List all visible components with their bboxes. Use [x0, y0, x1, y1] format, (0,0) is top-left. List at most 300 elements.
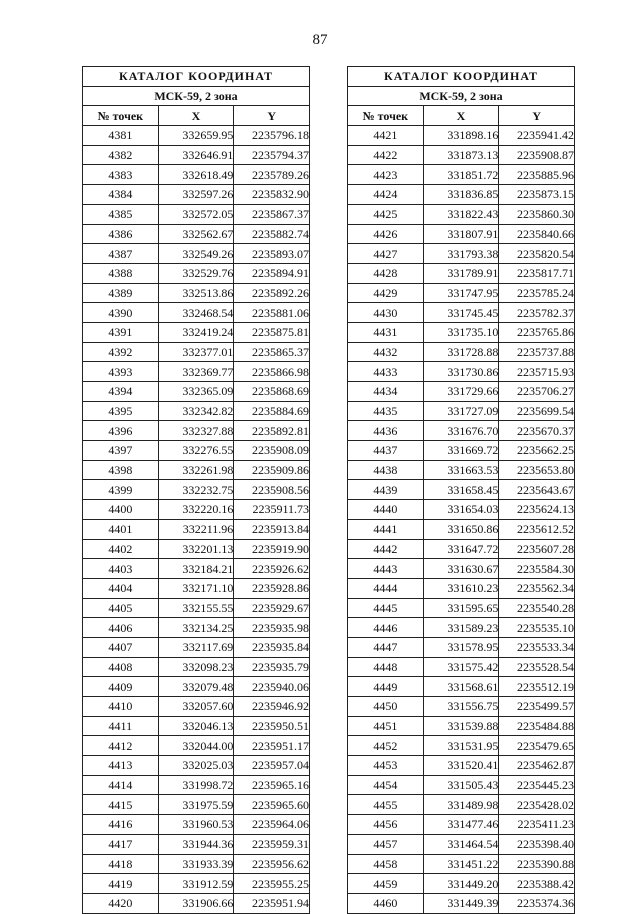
- x-coordinate-cell: 331727.09: [423, 401, 499, 421]
- y-coordinate-cell: 2235484.88: [499, 716, 575, 736]
- point-number-cell: 4425: [348, 204, 424, 224]
- x-coordinate-cell: 331658.45: [423, 480, 499, 500]
- point-number-cell: 4417: [83, 834, 159, 854]
- x-coordinate-cell: 332419.24: [158, 322, 234, 342]
- x-coordinate-cell: 331630.67: [423, 559, 499, 579]
- x-coordinate-cell: 331912.59: [158, 874, 234, 894]
- table-row: [83, 677, 310, 697]
- point-number-cell: 4390: [83, 303, 159, 323]
- table-row: [348, 283, 575, 303]
- table-row: [348, 500, 575, 520]
- point-number-cell: 4450: [348, 697, 424, 717]
- table-row: [348, 441, 575, 461]
- y-coordinate-cell: 2235789.26: [234, 165, 310, 185]
- x-coordinate-cell: 331531.95: [423, 736, 499, 756]
- point-number-cell: 4407: [83, 637, 159, 657]
- table-row: [83, 342, 310, 362]
- y-coordinate-cell: 2235881.06: [234, 303, 310, 323]
- table-row: [348, 244, 575, 264]
- y-coordinate-cell: 2235964.06: [234, 815, 310, 835]
- catalog-zone: МСК-59, 2 зона: [83, 86, 310, 106]
- x-coordinate-cell: 331975.59: [158, 795, 234, 815]
- x-coordinate-cell: 331575.42: [423, 657, 499, 677]
- y-coordinate-cell: 2235892.26: [234, 283, 310, 303]
- point-number-cell: 4396: [83, 421, 159, 441]
- point-number-cell: 4459: [348, 874, 424, 894]
- x-coordinate-cell: 331489.98: [423, 795, 499, 815]
- table-row: [83, 854, 310, 874]
- y-coordinate-cell: 2235860.30: [499, 204, 575, 224]
- y-coordinate-cell: 2235875.81: [234, 322, 310, 342]
- y-coordinate-cell: 2235946.92: [234, 697, 310, 717]
- y-coordinate-cell: 2235699.54: [499, 401, 575, 421]
- x-coordinate-cell: 332117.69: [158, 637, 234, 657]
- table-row: [83, 795, 310, 815]
- table-row: [348, 874, 575, 894]
- coordinate-catalog-right: [347, 66, 575, 914]
- y-coordinate-cell: 2235929.67: [234, 598, 310, 618]
- x-coordinate-cell: 331735.10: [423, 322, 499, 342]
- x-coordinate-cell: 331745.45: [423, 303, 499, 323]
- table-row: [348, 815, 575, 835]
- x-coordinate-cell: 331595.65: [423, 598, 499, 618]
- x-coordinate-cell: 331556.75: [423, 697, 499, 717]
- x-coordinate-cell: 331851.72: [423, 165, 499, 185]
- point-number-cell: 4388: [83, 263, 159, 283]
- point-number-cell: 4402: [83, 539, 159, 559]
- x-coordinate-cell: 331933.39: [158, 854, 234, 874]
- point-number-cell: 4422: [348, 145, 424, 165]
- y-coordinate-cell: 2235940.06: [234, 677, 310, 697]
- point-number-cell: 4411: [83, 716, 159, 736]
- point-number-cell: 4404: [83, 578, 159, 598]
- table-row: [348, 834, 575, 854]
- y-coordinate-cell: 2235965.60: [234, 795, 310, 815]
- table-row: [348, 322, 575, 342]
- y-coordinate-cell: 2235911.73: [234, 500, 310, 520]
- y-coordinate-cell: 2235765.86: [499, 322, 575, 342]
- point-number-cell: 4389: [83, 283, 159, 303]
- point-number-cell: 4405: [83, 598, 159, 618]
- table-row: [348, 618, 575, 638]
- x-coordinate-cell: 331464.54: [423, 834, 499, 854]
- table-row: [83, 165, 310, 185]
- column-header-point: № точек: [348, 106, 424, 126]
- x-coordinate-cell: 332618.49: [158, 165, 234, 185]
- x-coordinate-cell: 331568.61: [423, 677, 499, 697]
- point-number-cell: 4413: [83, 756, 159, 776]
- table-row: [83, 874, 310, 894]
- point-number-cell: 4442: [348, 539, 424, 559]
- x-coordinate-cell: 331807.91: [423, 224, 499, 244]
- y-coordinate-cell: 2235866.98: [234, 362, 310, 382]
- point-number-cell: 4447: [348, 637, 424, 657]
- point-number-cell: 4435: [348, 401, 424, 421]
- point-number-cell: 4446: [348, 618, 424, 638]
- y-coordinate-cell: 2235533.34: [499, 637, 575, 657]
- table-row: [348, 519, 575, 539]
- y-coordinate-cell: 2235794.37: [234, 145, 310, 165]
- catalog-title: КАТАЛОГ КООРДИНАТ: [83, 67, 310, 87]
- column-header-y: Y: [234, 106, 310, 126]
- x-coordinate-cell: 332098.23: [158, 657, 234, 677]
- y-coordinate-cell: 2235479.65: [499, 736, 575, 756]
- table-row: [83, 756, 310, 776]
- point-number-cell: 4440: [348, 500, 424, 520]
- table-row: [348, 303, 575, 323]
- y-coordinate-cell: 2235951.17: [234, 736, 310, 756]
- y-coordinate-cell: 2235512.19: [499, 677, 575, 697]
- point-number-cell: 4408: [83, 657, 159, 677]
- y-coordinate-cell: 2235935.84: [234, 637, 310, 657]
- point-number-cell: 4456: [348, 815, 424, 835]
- point-number-cell: 4432: [348, 342, 424, 362]
- x-coordinate-cell: 331539.88: [423, 716, 499, 736]
- point-number-cell: 4424: [348, 185, 424, 205]
- table-row: [348, 342, 575, 362]
- point-number-cell: 4416: [83, 815, 159, 835]
- point-number-cell: 4455: [348, 795, 424, 815]
- table-row: [83, 204, 310, 224]
- point-number-cell: 4419: [83, 874, 159, 894]
- y-coordinate-cell: 2235499.57: [499, 697, 575, 717]
- y-coordinate-cell: 2235662.25: [499, 441, 575, 461]
- y-coordinate-cell: 2235562.34: [499, 578, 575, 598]
- y-coordinate-cell: 2235643.67: [499, 480, 575, 500]
- catalog-title: КАТАЛОГ КООРДИНАТ: [348, 67, 575, 87]
- point-number-cell: 4386: [83, 224, 159, 244]
- point-number-cell: 4399: [83, 480, 159, 500]
- x-coordinate-cell: 332659.95: [158, 126, 234, 146]
- x-coordinate-cell: 331793.38: [423, 244, 499, 264]
- y-coordinate-cell: 2235390.88: [499, 854, 575, 874]
- point-number-cell: 4403: [83, 559, 159, 579]
- point-number-cell: 4451: [348, 716, 424, 736]
- table-row: [83, 244, 310, 264]
- y-coordinate-cell: 2235882.74: [234, 224, 310, 244]
- table-row: [83, 815, 310, 835]
- point-number-cell: 4448: [348, 657, 424, 677]
- page-number: 87: [312, 32, 328, 48]
- point-number-cell: 4423: [348, 165, 424, 185]
- point-number-cell: 4387: [83, 244, 159, 264]
- x-coordinate-cell: 331836.85: [423, 185, 499, 205]
- table-row: [83, 598, 310, 618]
- y-coordinate-cell: 2235913.84: [234, 519, 310, 539]
- point-number-cell: 4439: [348, 480, 424, 500]
- x-coordinate-cell: 332529.76: [158, 263, 234, 283]
- table-row: [348, 893, 575, 913]
- y-coordinate-cell: 2235865.37: [234, 342, 310, 362]
- x-coordinate-cell: 331728.88: [423, 342, 499, 362]
- x-coordinate-cell: 331505.43: [423, 775, 499, 795]
- point-number-cell: 4406: [83, 618, 159, 638]
- catalog-body: [348, 126, 575, 914]
- y-coordinate-cell: 2235868.69: [234, 382, 310, 402]
- table-row: [83, 578, 310, 598]
- y-coordinate-cell: 2235941.42: [499, 126, 575, 146]
- x-coordinate-cell: 331906.66: [158, 893, 234, 913]
- table-row: [83, 559, 310, 579]
- y-coordinate-cell: 2235957.04: [234, 756, 310, 776]
- table-row: [83, 401, 310, 421]
- point-number-cell: 4394: [83, 382, 159, 402]
- table-row: [348, 460, 575, 480]
- y-coordinate-cell: 2235737.88: [499, 342, 575, 362]
- table-row: [348, 382, 575, 402]
- table-row: [348, 854, 575, 874]
- point-number-cell: 4458: [348, 854, 424, 874]
- x-coordinate-cell: 332365.09: [158, 382, 234, 402]
- x-coordinate-cell: 331789.91: [423, 263, 499, 283]
- table-row: [348, 362, 575, 382]
- y-coordinate-cell: 2235411.23: [499, 815, 575, 835]
- table-row: [348, 539, 575, 559]
- x-coordinate-cell: 332369.77: [158, 362, 234, 382]
- x-coordinate-cell: 332220.16: [158, 500, 234, 520]
- y-coordinate-cell: 2235653.80: [499, 460, 575, 480]
- table-row: [83, 421, 310, 441]
- column-header-point: № точек: [83, 106, 159, 126]
- point-number-cell: 4428: [348, 263, 424, 283]
- table-row: [348, 736, 575, 756]
- point-number-cell: 4445: [348, 598, 424, 618]
- point-number-cell: 4454: [348, 775, 424, 795]
- point-number-cell: 4460: [348, 893, 424, 913]
- x-coordinate-cell: 331610.23: [423, 578, 499, 598]
- table-row: [83, 441, 310, 461]
- y-coordinate-cell: 2235908.56: [234, 480, 310, 500]
- table-row: [83, 322, 310, 342]
- table-row: [348, 165, 575, 185]
- x-coordinate-cell: 331663.53: [423, 460, 499, 480]
- x-coordinate-cell: 332057.60: [158, 697, 234, 717]
- y-coordinate-cell: 2235885.96: [499, 165, 575, 185]
- table-row: [83, 657, 310, 677]
- table-row: [83, 185, 310, 205]
- point-number-cell: 4452: [348, 736, 424, 756]
- table-row: [83, 283, 310, 303]
- x-coordinate-cell: 332646.91: [158, 145, 234, 165]
- catalog-zone: МСК-59, 2 зона: [348, 86, 575, 106]
- x-coordinate-cell: 331730.86: [423, 362, 499, 382]
- point-number-cell: 4383: [83, 165, 159, 185]
- table-row: [348, 697, 575, 717]
- x-coordinate-cell: 332562.67: [158, 224, 234, 244]
- table-row: [348, 677, 575, 697]
- point-number-cell: 4412: [83, 736, 159, 756]
- x-coordinate-cell: 332046.13: [158, 716, 234, 736]
- x-coordinate-cell: 331654.03: [423, 500, 499, 520]
- y-coordinate-cell: 2235950.51: [234, 716, 310, 736]
- x-coordinate-cell: 332025.03: [158, 756, 234, 776]
- x-coordinate-cell: 332342.82: [158, 401, 234, 421]
- table-row: [348, 578, 575, 598]
- table-row: [83, 519, 310, 539]
- y-coordinate-cell: 2235832.90: [234, 185, 310, 205]
- table-row: [83, 716, 310, 736]
- table-row: [83, 362, 310, 382]
- point-number-cell: 4457: [348, 834, 424, 854]
- table-row: [348, 559, 575, 579]
- point-number-cell: 4437: [348, 441, 424, 461]
- y-coordinate-cell: 2235445.23: [499, 775, 575, 795]
- y-coordinate-cell: 2235670.37: [499, 421, 575, 441]
- coordinate-catalog-left: [82, 66, 310, 914]
- y-coordinate-cell: 2235706.27: [499, 382, 575, 402]
- point-number-cell: 4395: [83, 401, 159, 421]
- table-row: [83, 145, 310, 165]
- table-row: [83, 637, 310, 657]
- y-coordinate-cell: 2235374.36: [499, 893, 575, 913]
- point-number-cell: 4392: [83, 342, 159, 362]
- x-coordinate-cell: 331589.23: [423, 618, 499, 638]
- y-coordinate-cell: 2235928.86: [234, 578, 310, 598]
- y-coordinate-cell: 2235398.40: [499, 834, 575, 854]
- table-row: [348, 421, 575, 441]
- table-row: [348, 598, 575, 618]
- y-coordinate-cell: 2235607.28: [499, 539, 575, 559]
- point-number-cell: 4430: [348, 303, 424, 323]
- point-number-cell: 4429: [348, 283, 424, 303]
- table-row: [83, 224, 310, 244]
- table-row: [83, 480, 310, 500]
- point-number-cell: 4382: [83, 145, 159, 165]
- y-coordinate-cell: 2235840.66: [499, 224, 575, 244]
- table-row: [83, 736, 310, 756]
- y-coordinate-cell: 2235892.81: [234, 421, 310, 441]
- point-number-cell: 4393: [83, 362, 159, 382]
- x-coordinate-cell: 332513.86: [158, 283, 234, 303]
- point-number-cell: 4443: [348, 559, 424, 579]
- y-coordinate-cell: 2235955.25: [234, 874, 310, 894]
- column-header-x: X: [423, 106, 499, 126]
- x-coordinate-cell: 332327.88: [158, 421, 234, 441]
- y-coordinate-cell: 2235926.62: [234, 559, 310, 579]
- y-coordinate-cell: 2235817.71: [499, 263, 575, 283]
- x-coordinate-cell: 332597.26: [158, 185, 234, 205]
- table-row: [83, 303, 310, 323]
- x-coordinate-cell: 332211.96: [158, 519, 234, 539]
- table-row: [83, 263, 310, 283]
- x-coordinate-cell: 331747.95: [423, 283, 499, 303]
- x-coordinate-cell: 332377.01: [158, 342, 234, 362]
- point-number-cell: 4414: [83, 775, 159, 795]
- y-coordinate-cell: 2235919.90: [234, 539, 310, 559]
- point-number-cell: 4397: [83, 441, 159, 461]
- point-number-cell: 4420: [83, 893, 159, 913]
- table-row: [348, 716, 575, 736]
- table-row: [83, 618, 310, 638]
- y-coordinate-cell: 2235935.79: [234, 657, 310, 677]
- y-coordinate-cell: 2235959.31: [234, 834, 310, 854]
- point-number-cell: 4410: [83, 697, 159, 717]
- point-number-cell: 4381: [83, 126, 159, 146]
- x-coordinate-cell: 332184.21: [158, 559, 234, 579]
- x-coordinate-cell: 331520.41: [423, 756, 499, 776]
- y-coordinate-cell: 2235965.16: [234, 775, 310, 795]
- x-coordinate-cell: 332549.26: [158, 244, 234, 264]
- table-row: [348, 185, 575, 205]
- table-row: [348, 145, 575, 165]
- table-row: [348, 126, 575, 146]
- point-number-cell: 4427: [348, 244, 424, 264]
- y-coordinate-cell: 2235873.15: [499, 185, 575, 205]
- x-coordinate-cell: 331944.36: [158, 834, 234, 854]
- point-number-cell: 4385: [83, 204, 159, 224]
- table-row: [348, 637, 575, 657]
- table-row: [83, 697, 310, 717]
- x-coordinate-cell: 331669.72: [423, 441, 499, 461]
- point-number-cell: 4436: [348, 421, 424, 441]
- point-number-cell: 4449: [348, 677, 424, 697]
- y-coordinate-cell: 2235624.13: [499, 500, 575, 520]
- x-coordinate-cell: 332276.55: [158, 441, 234, 461]
- x-coordinate-cell: 332572.05: [158, 204, 234, 224]
- x-coordinate-cell: 332468.54: [158, 303, 234, 323]
- table-row: [348, 756, 575, 776]
- point-number-cell: 4453: [348, 756, 424, 776]
- y-coordinate-cell: 2235785.24: [499, 283, 575, 303]
- y-coordinate-cell: 2235908.09: [234, 441, 310, 461]
- point-number-cell: 4444: [348, 578, 424, 598]
- y-coordinate-cell: 2235894.91: [234, 263, 310, 283]
- x-coordinate-cell: 332232.75: [158, 480, 234, 500]
- y-coordinate-cell: 2235884.69: [234, 401, 310, 421]
- table-row: [348, 480, 575, 500]
- point-number-cell: 4391: [83, 322, 159, 342]
- y-coordinate-cell: 2235584.30: [499, 559, 575, 579]
- x-coordinate-cell: 331898.16: [423, 126, 499, 146]
- y-coordinate-cell: 2235867.37: [234, 204, 310, 224]
- x-coordinate-cell: 332134.25: [158, 618, 234, 638]
- point-number-cell: 4415: [83, 795, 159, 815]
- point-number-cell: 4398: [83, 460, 159, 480]
- y-coordinate-cell: 2235820.54: [499, 244, 575, 264]
- point-number-cell: 4418: [83, 854, 159, 874]
- x-coordinate-cell: 331822.43: [423, 204, 499, 224]
- point-number-cell: 4401: [83, 519, 159, 539]
- y-coordinate-cell: 2235535.10: [499, 618, 575, 638]
- point-number-cell: 4438: [348, 460, 424, 480]
- x-coordinate-cell: 332201.13: [158, 539, 234, 559]
- point-number-cell: 4434: [348, 382, 424, 402]
- y-coordinate-cell: 2235935.98: [234, 618, 310, 638]
- point-number-cell: 4384: [83, 185, 159, 205]
- y-coordinate-cell: 2235540.28: [499, 598, 575, 618]
- table-row: [83, 893, 310, 913]
- point-number-cell: 4441: [348, 519, 424, 539]
- y-coordinate-cell: 2235893.07: [234, 244, 310, 264]
- x-coordinate-cell: 331960.53: [158, 815, 234, 835]
- x-coordinate-cell: 331477.46: [423, 815, 499, 835]
- x-coordinate-cell: 332155.55: [158, 598, 234, 618]
- point-number-cell: 4421: [348, 126, 424, 146]
- table-row: [348, 263, 575, 283]
- x-coordinate-cell: 332171.10: [158, 578, 234, 598]
- table-row: [348, 204, 575, 224]
- table-row: [83, 834, 310, 854]
- x-coordinate-cell: 331449.39: [423, 893, 499, 913]
- table-row: [348, 657, 575, 677]
- point-number-cell: 4433: [348, 362, 424, 382]
- catalog-body: [83, 126, 310, 914]
- point-number-cell: 4409: [83, 677, 159, 697]
- table-row: [83, 126, 310, 146]
- x-coordinate-cell: 331451.22: [423, 854, 499, 874]
- y-coordinate-cell: 2235612.52: [499, 519, 575, 539]
- table-row: [83, 775, 310, 795]
